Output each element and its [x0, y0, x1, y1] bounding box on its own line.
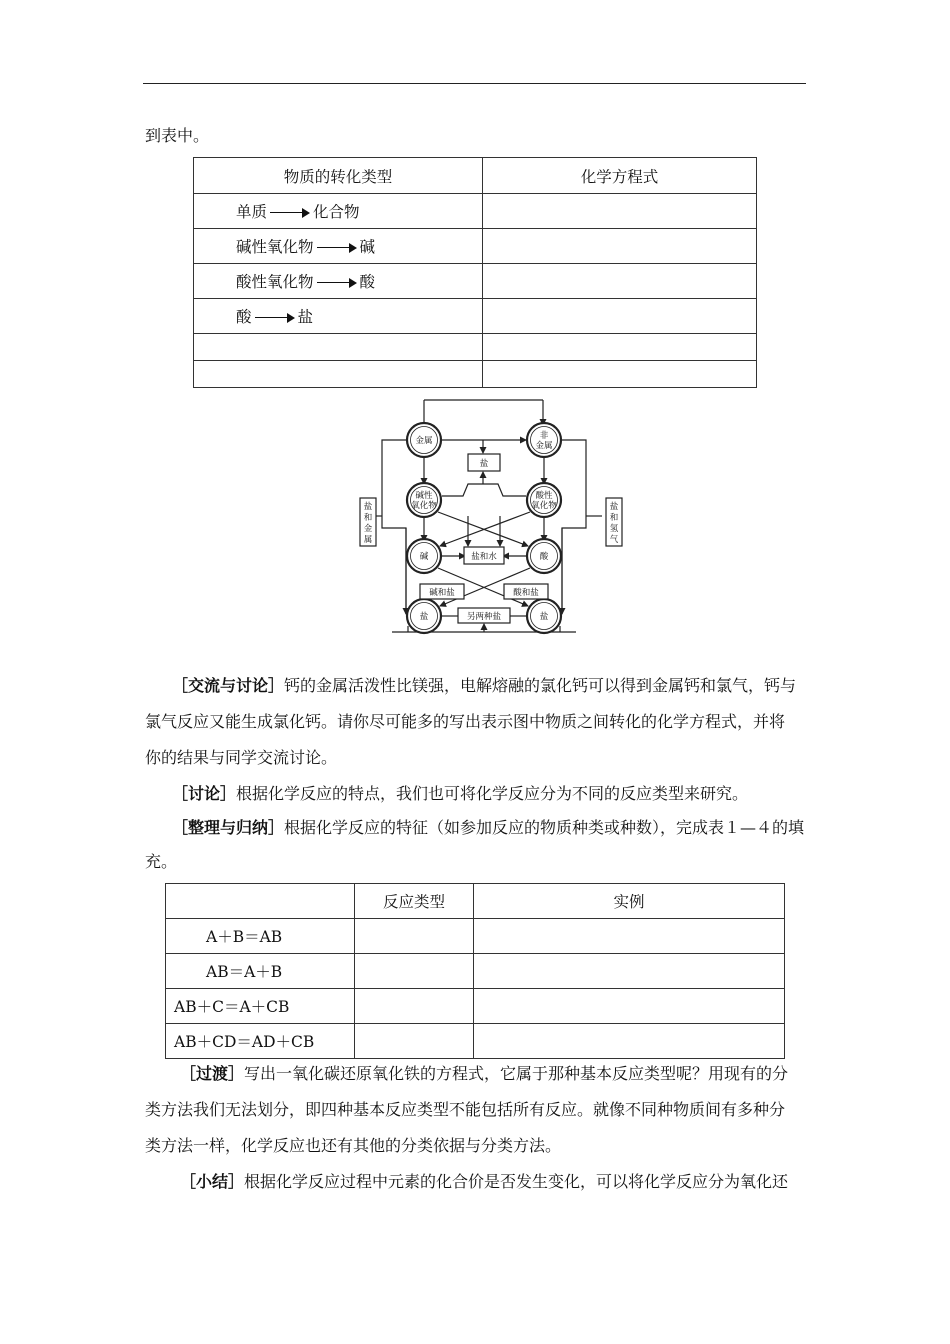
salt-left-label: 盐 — [419, 612, 429, 622]
conversion-type-cell — [194, 334, 483, 361]
table-row — [166, 919, 785, 954]
connector-line — [442, 484, 526, 496]
table-header-cell: 化学方程式 — [483, 158, 757, 194]
two-salts-label: 另两种盐 — [466, 612, 502, 622]
reaction-type-cell — [355, 989, 474, 1024]
connector-line — [382, 440, 406, 614]
metal-label: 金属 — [415, 436, 433, 446]
table-row — [194, 299, 757, 334]
from-text: 酸性氧化物 — [236, 273, 314, 291]
side-left-char: 盐 — [363, 502, 373, 512]
reaction-type-cell — [355, 1024, 474, 1059]
nonmetal-label-1: 非 — [539, 431, 549, 441]
section-label: ［讨论］ — [172, 784, 237, 803]
example-cell — [474, 954, 785, 989]
acid-label: 酸 — [539, 552, 549, 562]
table-header-row — [194, 158, 757, 194]
acidic-oxide-label-2: 氧化物 — [531, 501, 557, 511]
equation-cell — [483, 361, 757, 388]
table-row — [194, 361, 757, 388]
salt-top-label: 盐 — [479, 459, 489, 469]
base-label: 碱 — [419, 552, 429, 562]
section-label: ［交流与讨论］ — [172, 676, 285, 695]
table-row — [194, 264, 757, 299]
section-label: ［小结］ — [180, 1172, 245, 1191]
salt-water-label: 盐和水 — [471, 552, 497, 562]
side-left-char: 金 — [363, 524, 373, 534]
side-right-char: 和 — [609, 513, 619, 523]
equation-cell — [483, 229, 757, 264]
summary-line-2: 充。 — [145, 852, 178, 871]
equation-cell — [483, 194, 757, 229]
table-row — [166, 954, 785, 989]
example-cell — [474, 1024, 785, 1059]
side-right-char: 盐 — [609, 502, 619, 512]
header-rule — [143, 83, 806, 84]
acid-salt-label: 酸和盐 — [513, 588, 539, 598]
summary-line-1 — [172, 818, 804, 838]
equation-cell — [483, 264, 757, 299]
base-salt-label: 碱和盐 — [429, 588, 455, 598]
salt-right-label: 盐 — [539, 612, 549, 622]
conversion-type-cell — [194, 264, 483, 299]
from-text: 单质 — [236, 203, 268, 221]
example-cell — [474, 919, 785, 954]
discussion-line-1 — [172, 676, 796, 696]
section-label: ［过渡］ — [180, 1064, 245, 1083]
side-left-char: 和 — [363, 513, 373, 523]
table-header-cell — [166, 884, 355, 919]
to-text: 碱 — [359, 238, 376, 256]
formula-cell: AB＋C＝A＋CB — [166, 989, 355, 1024]
side-right-char: 氢 — [609, 524, 619, 534]
discussion-line-2: 氯气反应又能生成氯化钙。请你尽可能多的写出表示图中物质之间转化的化学方程式，并将 — [145, 712, 786, 731]
reaction-type-cell — [355, 919, 474, 954]
conversion-type-cell — [194, 299, 483, 334]
equation-cell — [483, 334, 757, 361]
example-cell — [474, 989, 785, 1024]
from-text: 碱性氧化物 — [236, 238, 314, 256]
paragraph-text: 钙的金属活泼性比镁强，电解熔融的氯化钙可以得到金属钙和氯气，钙与 — [284, 676, 797, 695]
formula-cell: AB＝A＋B — [166, 954, 355, 989]
table-header-cell: 物质的转化类型 — [194, 158, 483, 194]
formula-cell: AB＋CD＝AD＋CB — [166, 1024, 355, 1059]
table-header-cell: 反应类型 — [355, 884, 474, 919]
from-text: 酸 — [236, 308, 252, 326]
side-left-char: 属 — [363, 535, 373, 545]
table-row — [194, 334, 757, 361]
transition-line-1 — [180, 1064, 788, 1084]
acidic-oxide-label-1: 酸性 — [535, 491, 553, 501]
side-right-char: 气 — [609, 535, 619, 545]
discuss-paragraph — [172, 784, 748, 804]
table-row — [194, 229, 757, 264]
basic-oxide-label-1: 碱性 — [415, 491, 433, 501]
to-text: 酸 — [359, 273, 376, 291]
connector-line — [562, 440, 586, 614]
discussion-line-3: 你的结果与同学交流讨论。 — [145, 748, 338, 767]
arrow-right-icon — [317, 278, 357, 288]
transition-line-3: 类方法一样，化学反应也还有其他的分类依据与分类方法。 — [145, 1136, 562, 1155]
reaction-type-table — [165, 883, 785, 1059]
arrow-right-icon — [255, 313, 295, 323]
nonmetal-label-2: 金属 — [535, 441, 553, 451]
conclusion-paragraph — [180, 1172, 788, 1192]
table-row — [166, 1024, 785, 1059]
arrow-right-icon — [270, 208, 310, 218]
table-row — [194, 194, 757, 229]
conversion-type-cell — [194, 361, 483, 388]
paragraph-text: 根据化学反应的特点，我们也可将化学反应分为不同的反应类型来研究。 — [236, 784, 749, 803]
connector-line — [438, 512, 528, 546]
basic-oxide-label-2: 氧化物 — [411, 501, 437, 511]
conversion-type-cell — [194, 229, 483, 264]
to-text: 盐 — [297, 308, 314, 326]
reaction-type-cell — [355, 954, 474, 989]
paragraph-text: 写出一氧化碳还原氧化铁的方程式，它属于那种基本反应类型呢？用现有的分 — [244, 1064, 789, 1083]
paragraph-text: 根据化学反应的特征（如参加反应的物质种类或种数），完成表１—４的填 — [284, 818, 805, 837]
table-row — [166, 989, 785, 1024]
intro-line: 到表中。 — [145, 126, 210, 145]
conversion-table — [193, 157, 757, 388]
to-text: 化合物 — [313, 203, 360, 221]
conversion-type-cell — [194, 194, 483, 229]
table-header-cell: 实例 — [474, 884, 785, 919]
table-header-row — [166, 884, 785, 919]
formula-cell: A＋B＝AB — [166, 919, 355, 954]
arrow-right-icon — [317, 243, 357, 253]
transition-line-2: 类方法我们无法划分，即四种基本反应类型不能包括所有反应。就像不同种物质间有多种分 — [145, 1100, 786, 1119]
equation-cell — [483, 299, 757, 334]
section-label: ［整理与归纳］ — [172, 818, 285, 837]
connector-line — [440, 512, 530, 546]
substance-conversion-diagram — [348, 388, 638, 638]
paragraph-text: 根据化学反应过程中元素的化合价是否发生变化，可以将化学反应分为氧化还 — [244, 1172, 789, 1191]
